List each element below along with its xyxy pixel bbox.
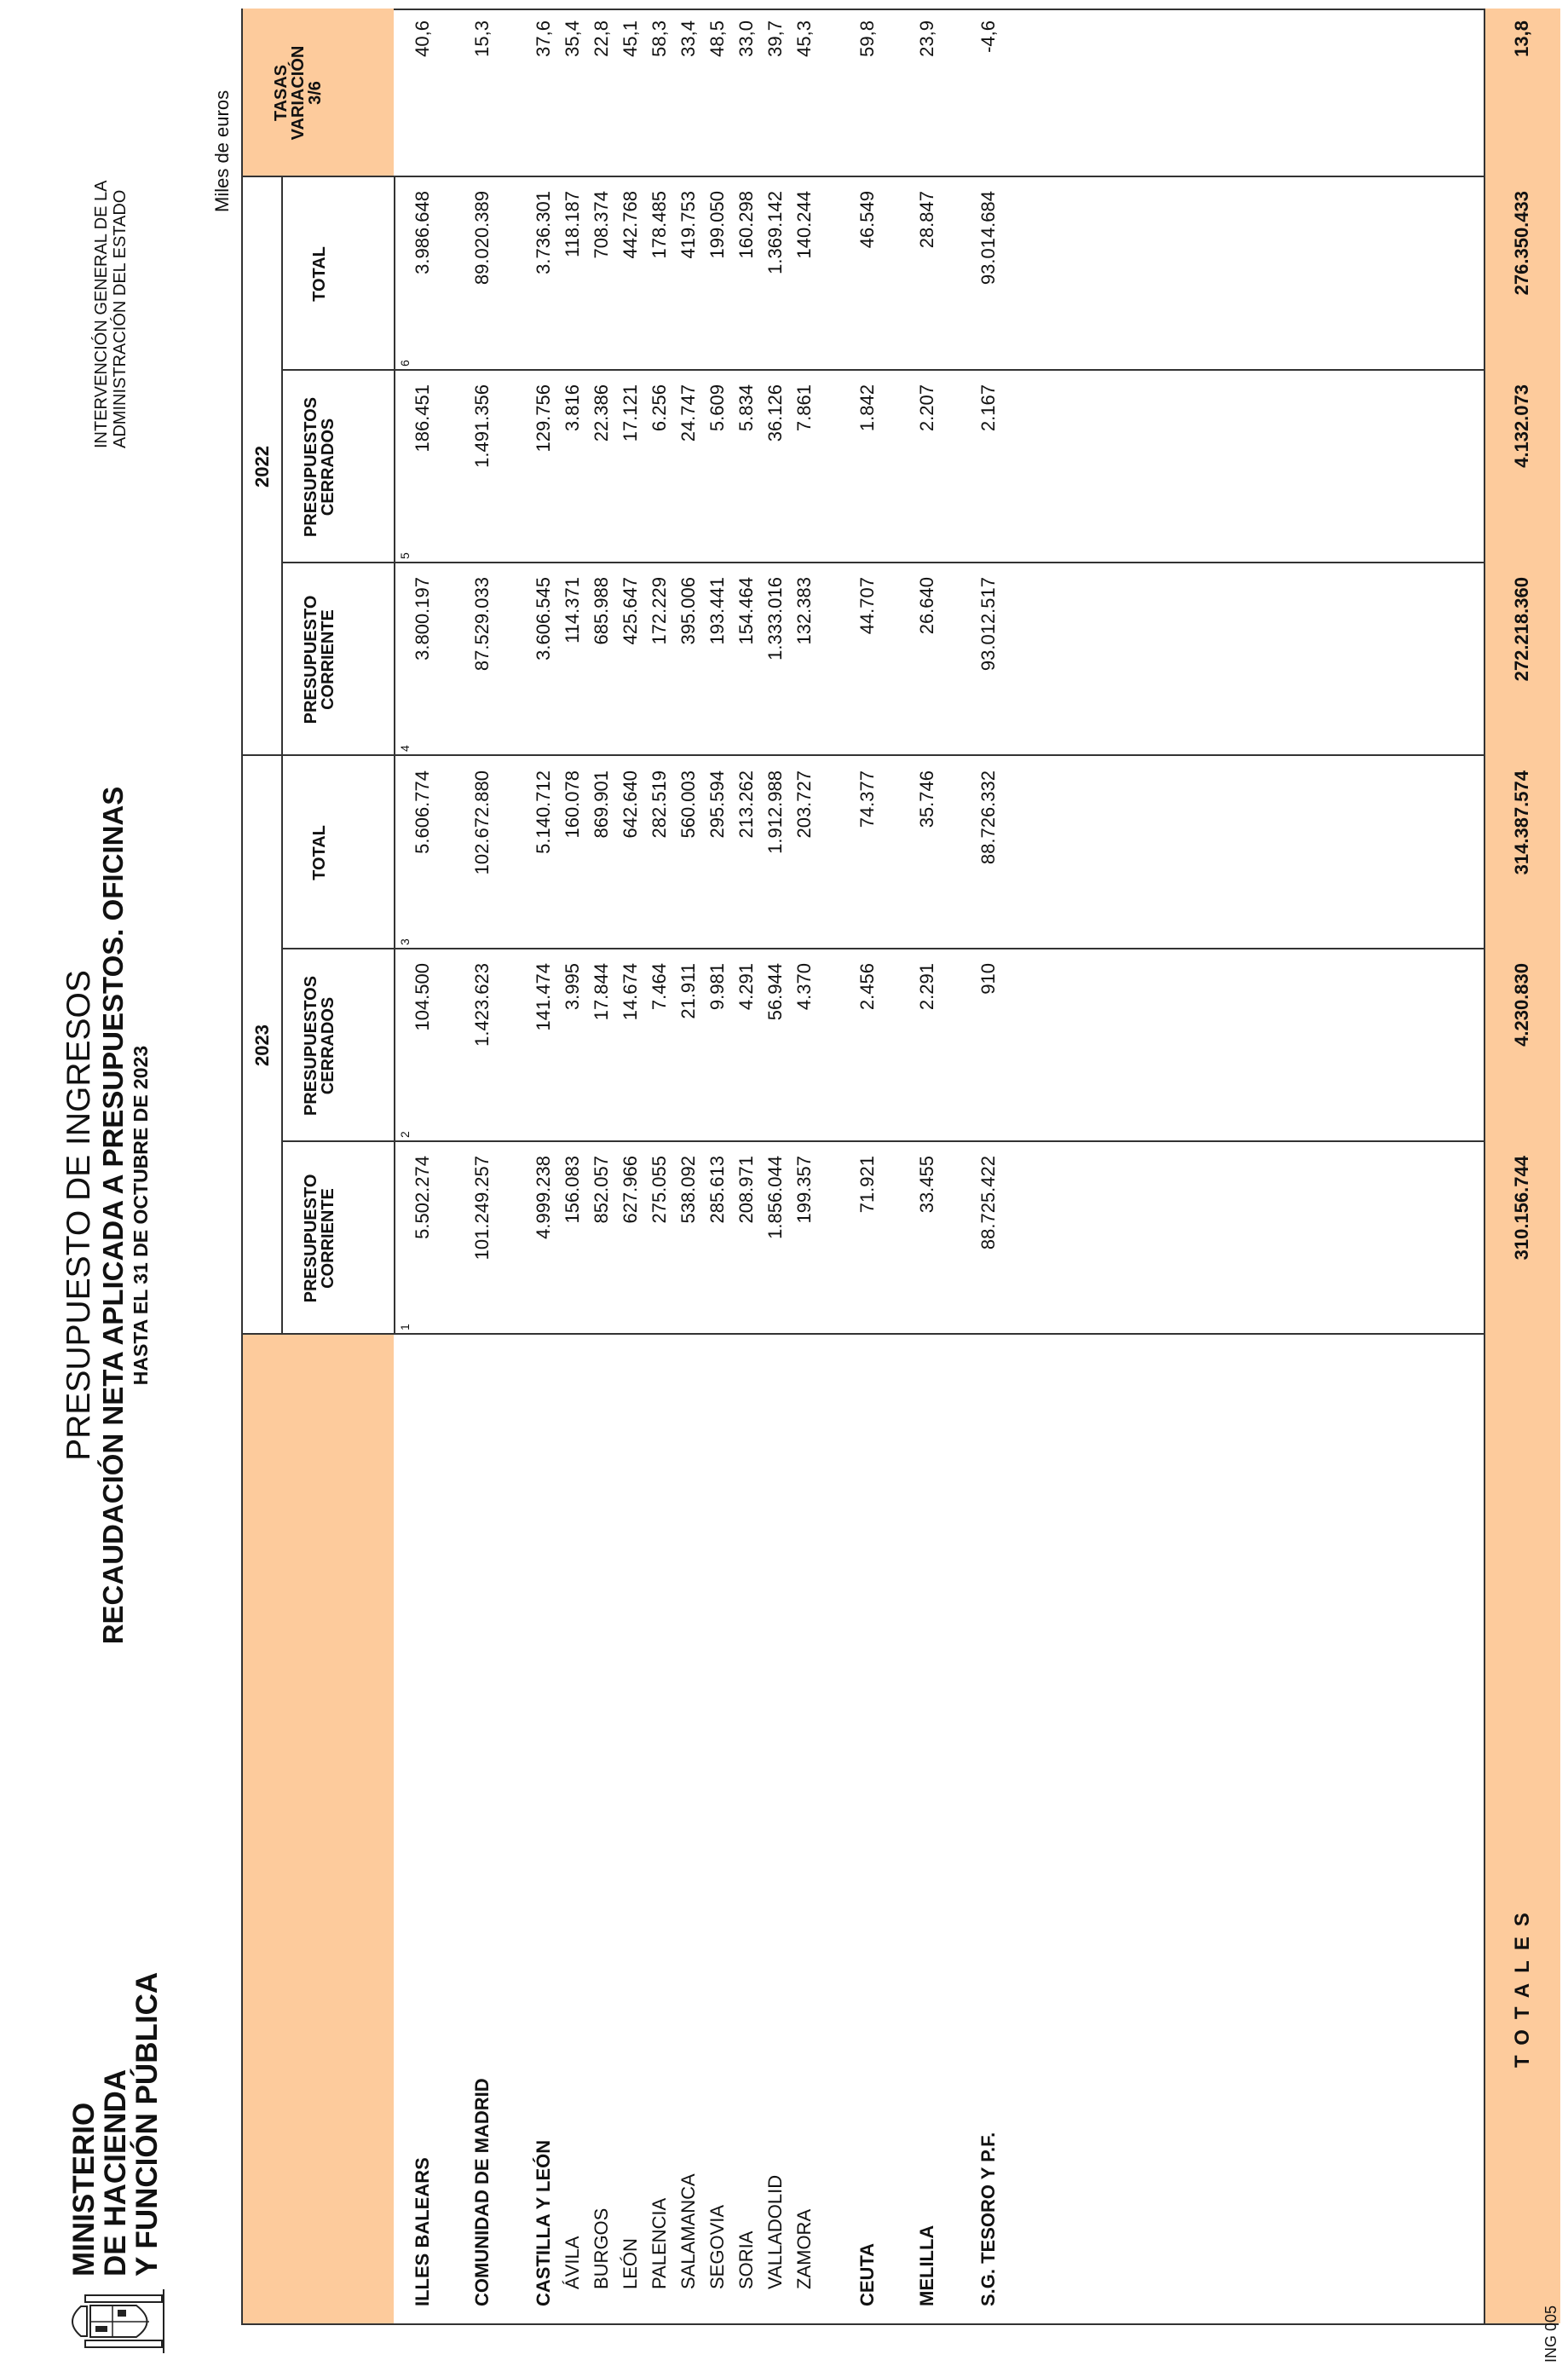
value-cell: 93.014.684 — [977, 191, 999, 286]
value-cell: 193.441 — [706, 577, 728, 645]
header-band — [243, 1335, 394, 2323]
value-cell: 3.606.545 — [533, 577, 554, 661]
value-cell: 71.921 — [856, 1156, 878, 1214]
value-cell: 203.727 — [793, 770, 815, 839]
col-header: PRESUPUESTO CORRIENTE — [302, 595, 337, 724]
value-cell: 104.500 — [412, 963, 433, 1031]
total-cell: 310.156.744 — [1511, 1156, 1532, 1261]
value-cell: 2.167 — [977, 384, 999, 432]
rate-cell: 22,8 — [591, 20, 612, 57]
row-label: MELILLA — [916, 2225, 937, 2306]
value-cell: 74.377 — [856, 770, 878, 828]
rate-cell: 59,8 — [856, 20, 878, 57]
col-header: PRESUPUESTOS CERRADOS — [302, 975, 337, 1117]
col-header: PRESUPUESTO CORRIENTE — [302, 1174, 337, 1303]
value-cell: 88.726.332 — [977, 770, 999, 865]
rate-cell: 58,3 — [649, 20, 670, 57]
value-cell: 442.768 — [620, 191, 641, 259]
total-cell: 4.132.073 — [1511, 384, 1532, 468]
rate-cell: 48,5 — [706, 20, 728, 57]
header-divider — [394, 177, 395, 1335]
document-code: ING 005 — [1542, 2305, 1559, 2363]
value-cell: 208.971 — [735, 1156, 757, 1224]
value-cell: 154.464 — [735, 577, 757, 645]
value-cell: 35.746 — [916, 770, 937, 828]
col-header: TOTAL — [310, 825, 329, 880]
rate-cell: 40,6 — [412, 20, 433, 57]
value-cell: 102.672.880 — [471, 770, 493, 875]
value-cell: 172.229 — [649, 577, 670, 645]
value-cell: 4.370 — [793, 963, 815, 1011]
value-cell: 3.995 — [562, 963, 583, 1011]
row-label: S.G. TESORO Y P.F. — [977, 2132, 999, 2306]
group-2022: 2022 — [251, 446, 273, 488]
value-cell: 213.262 — [735, 770, 757, 839]
value-cell: 4.291 — [735, 963, 757, 1011]
value-cell: 6.256 — [649, 384, 670, 432]
rate-cell: 37,6 — [533, 20, 554, 57]
total-cell: 314.387.574 — [1511, 770, 1532, 875]
row-label: VALLADOLID — [764, 2174, 786, 2289]
value-cell: 186.451 — [412, 384, 433, 453]
rate-cell: 15,3 — [471, 20, 493, 57]
value-cell: 17.121 — [620, 384, 641, 442]
units-label: Miles de euros — [211, 89, 233, 212]
row-label: LEÓN — [620, 2238, 641, 2289]
value-cell: 1.369.142 — [764, 191, 786, 274]
value-cell: 7.861 — [793, 384, 815, 432]
title-sub: RECAUDACIÓN NETA APLICADA A PRESUPUESTOS. OFICINAS — [97, 786, 129, 1645]
value-cell: 24.747 — [677, 384, 699, 442]
total-cell: 272.218.360 — [1511, 577, 1532, 682]
row-label: COMUNIDAD DE MADRID — [471, 2078, 493, 2306]
value-cell: 101.249.257 — [471, 1156, 493, 1261]
revenue-table — [241, 9, 1559, 2325]
value-cell: 93.012.517 — [977, 577, 999, 672]
row-label: CEUTA — [856, 2242, 878, 2306]
value-cell: 1.856.044 — [764, 1156, 786, 1239]
value-cell: 3.816 — [562, 384, 583, 432]
value-cell: 89.020.389 — [471, 191, 493, 286]
col-number: 2 — [398, 1131, 412, 1138]
rate-cell: 45,1 — [620, 20, 641, 57]
rate-cell: 33,0 — [735, 20, 757, 57]
value-cell: 627.966 — [620, 1156, 641, 1224]
value-cell: 28.847 — [916, 191, 937, 249]
col-number: 6 — [398, 360, 412, 366]
value-cell: 5.502.274 — [412, 1156, 433, 1239]
value-cell: 22.386 — [591, 384, 612, 442]
value-cell: 9.981 — [706, 963, 728, 1011]
value-cell: 129.756 — [533, 384, 554, 453]
row-label: SORIA — [735, 2230, 757, 2289]
value-cell: 36.126 — [764, 384, 786, 442]
value-cell: 118.187 — [562, 191, 583, 257]
value-cell: 419.753 — [677, 191, 699, 259]
value-cell: 199.357 — [793, 1156, 815, 1224]
row-label: SEGOVIA — [706, 2204, 728, 2289]
report-title — [61, 747, 153, 1684]
value-cell: 14.674 — [620, 963, 641, 1021]
col-divider — [281, 948, 1484, 949]
value-cell: 3.986.648 — [412, 191, 433, 274]
row-label: BURGOS — [591, 2207, 612, 2289]
value-cell: 141.474 — [533, 963, 554, 1031]
rate-cell: 33,4 — [677, 20, 699, 57]
value-cell: 199.050 — [706, 191, 728, 259]
value-cell: 156.083 — [562, 1156, 583, 1224]
value-cell: 132.383 — [793, 577, 815, 645]
value-cell: 1.491.356 — [471, 384, 493, 468]
group-2023: 2023 — [251, 1024, 273, 1066]
value-cell: 910 — [977, 963, 999, 995]
value-cell: 33.455 — [916, 1156, 937, 1214]
value-cell: 285.613 — [706, 1156, 728, 1224]
rate-cell: -4,6 — [977, 20, 999, 53]
value-cell: 5.606.774 — [412, 770, 433, 854]
total-cell: 13,8 — [1511, 20, 1532, 57]
group-divider — [281, 177, 283, 1335]
row-label: ILLES BALEARS — [412, 2157, 433, 2306]
rate-cell: 45,3 — [793, 20, 815, 57]
value-cell: 4.999.238 — [533, 1156, 554, 1239]
value-cell: 21.911 — [677, 963, 699, 1019]
value-cell: 642.640 — [620, 770, 641, 839]
row-label: ÁVILA — [562, 2236, 583, 2289]
value-cell: 5.140.712 — [533, 770, 554, 854]
value-cell: 178.485 — [649, 191, 670, 259]
value-cell: 708.374 — [591, 191, 612, 259]
value-cell: 1.842 — [856, 384, 878, 432]
value-cell: 5.609 — [706, 384, 728, 432]
col-header: PRESUPUESTOS CERRADOS — [302, 396, 337, 538]
value-cell: 1.333.016 — [764, 577, 786, 661]
rate-cell: 35,4 — [562, 20, 583, 57]
row-label: PALENCIA — [649, 2197, 670, 2289]
value-cell: 2.291 — [916, 963, 937, 1011]
title-date: HASTA EL 31 DE OCTUBRE DE 2023 — [130, 1045, 152, 1386]
value-cell: 46.549 — [856, 191, 878, 249]
value-cell: 1.423.623 — [471, 963, 493, 1047]
value-cell: 17.844 — [591, 963, 612, 1021]
value-cell: 395.006 — [677, 577, 699, 645]
col-number: 5 — [398, 552, 412, 559]
value-cell: 2.207 — [916, 384, 937, 432]
row-label: SALAMANCA — [677, 2173, 699, 2289]
row-label: CASTILLA Y LEÓN — [533, 2139, 554, 2306]
value-cell: 56.944 — [764, 963, 786, 1021]
value-cell: 3.736.301 — [533, 191, 554, 274]
value-cell: 685.988 — [591, 577, 612, 645]
value-cell: 560.003 — [677, 770, 699, 839]
value-cell: 295.594 — [706, 770, 728, 839]
value-cell: 44.707 — [856, 577, 878, 635]
value-cell: 2.456 — [856, 963, 878, 1011]
row-label: ZAMORA — [793, 2208, 815, 2289]
col-header: TOTAL — [310, 246, 329, 302]
value-cell: 538.092 — [677, 1156, 699, 1224]
col-number: 3 — [398, 938, 412, 945]
title-main: PRESUPUESTO DE INGRESOS — [61, 970, 97, 1461]
value-cell: 852.057 — [591, 1156, 612, 1224]
total-cell: 4.230.830 — [1511, 963, 1532, 1047]
col-divider — [281, 562, 1484, 563]
value-cell: 5.834 — [735, 384, 757, 432]
col-divider — [281, 369, 1484, 371]
value-cell: 26.640 — [916, 577, 937, 635]
value-cell: 1.912.988 — [764, 770, 786, 854]
value-cell: 140.244 — [793, 191, 815, 259]
value-cell: 275.055 — [649, 1156, 670, 1224]
value-cell: 88.725.422 — [977, 1156, 999, 1250]
value-cell: 160.078 — [562, 770, 583, 839]
value-cell: 282.519 — [649, 770, 670, 839]
col-divider — [281, 1140, 1484, 1142]
value-cell: 3.800.197 — [412, 577, 433, 661]
value-cell: 7.464 — [649, 963, 670, 1011]
value-cell: 869.901 — [591, 770, 612, 839]
total-cell: 276.350.433 — [1511, 191, 1532, 296]
igae-label: INTERVENCIÓN GENERAL DE LA ADMINISTRACIÓN DEL ESTADO — [92, 180, 130, 448]
coat-of-arms-icon — [60, 2285, 175, 2357]
ministry-name: MINISTERIO DE HACIENDA Y FUNCIÓN PÚBLICA — [67, 1971, 164, 2277]
value-cell: 87.529.033 — [471, 577, 493, 672]
rate-cell: 23,9 — [916, 20, 937, 57]
totals-label: TOTALES — [1511, 1902, 1534, 2068]
value-cell: 425.647 — [620, 577, 641, 645]
value-cell: 114.371 — [562, 577, 583, 643]
rate-cell: 39,7 — [764, 20, 786, 57]
col-number: 1 — [398, 1324, 412, 1330]
tasas-header: TASAS VARIACIÓN 3/6 — [272, 45, 325, 141]
value-cell: 160.298 — [735, 191, 757, 259]
col-number: 4 — [398, 745, 412, 752]
